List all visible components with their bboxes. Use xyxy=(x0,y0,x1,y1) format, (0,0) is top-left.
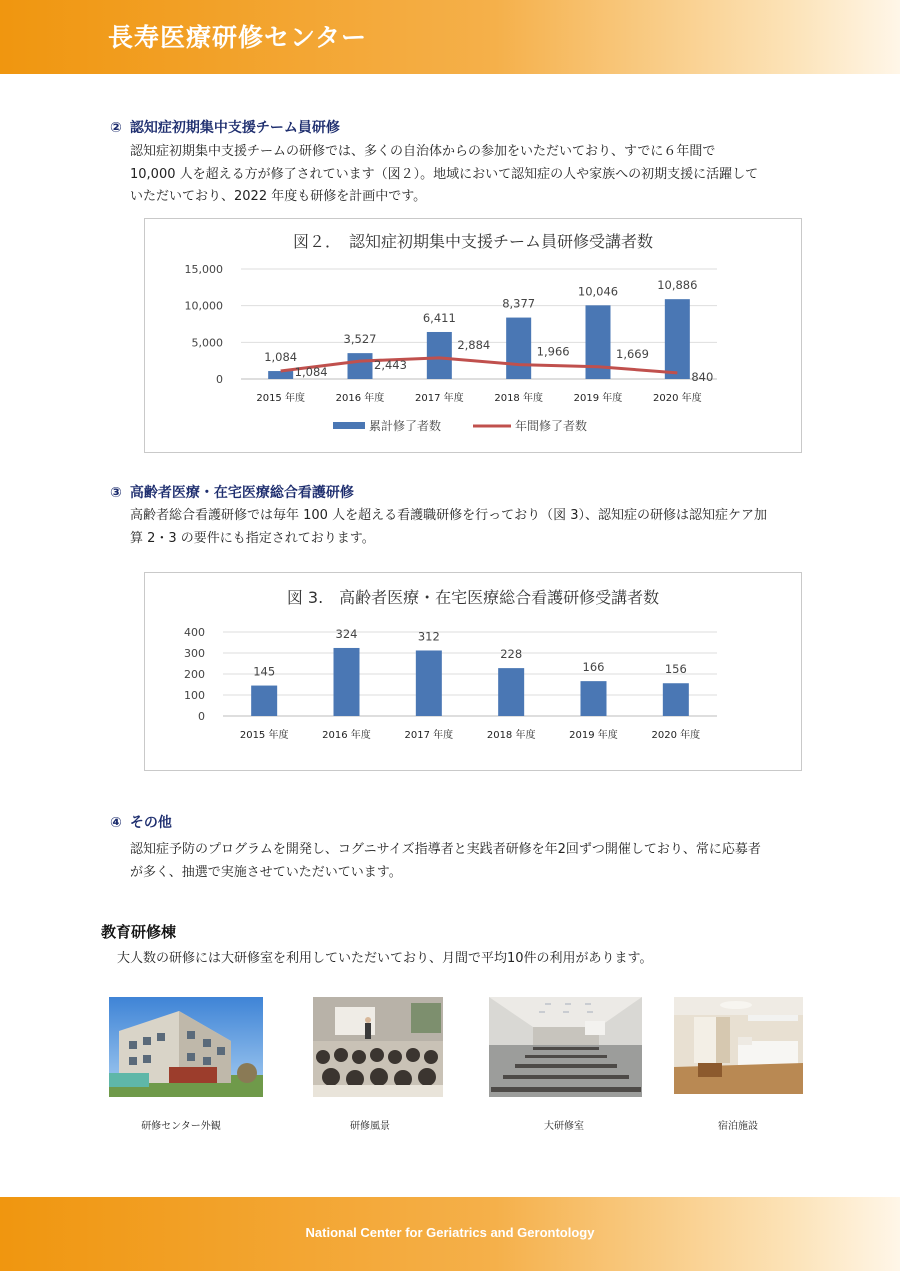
bar-data-label: 228 xyxy=(500,647,523,662)
paragraph-line: が多く、抽選で実施させていただいています。 xyxy=(130,864,402,880)
photo-caption: 研修センター外観 xyxy=(141,1121,221,1132)
large-room-photo xyxy=(489,997,642,1097)
photo-caption: 宿泊施設 xyxy=(718,1121,758,1132)
x-tick-label: 2016 年度 xyxy=(335,393,385,404)
line-data-label: 1,966 xyxy=(536,344,570,359)
bar-data-label: 10,046 xyxy=(577,284,619,299)
section-4-paragraph xyxy=(130,839,820,884)
bar-data-label: 1,084 xyxy=(264,350,298,365)
bar xyxy=(348,353,373,379)
photo-caption: 研修風景 xyxy=(350,1121,390,1132)
figure-2-chart xyxy=(144,218,802,453)
bar xyxy=(334,648,360,716)
bar xyxy=(268,371,293,379)
x-tick-label: 2020 年度 xyxy=(653,393,702,404)
section-2-heading xyxy=(110,117,340,137)
x-tick-label: 2016 年度 xyxy=(322,730,371,741)
section-2-title: 認知症初期集中支援チーム員研修 xyxy=(129,120,340,136)
bar-data-label: 8,377 xyxy=(502,296,536,311)
paragraph-line: いただいており、2022 年度も研修を計画中です。 xyxy=(130,189,427,204)
figure-2-title: 図２． 認知症初期集中支援チーム員研修受講者数 xyxy=(292,232,653,251)
y-tick-label: 10,000 xyxy=(184,299,223,313)
legend-swatch-bar xyxy=(333,422,365,429)
y-tick-label: 0 xyxy=(216,373,223,386)
section-3-title: 高齢者医療・在宅医療総合看護研修 xyxy=(129,485,354,501)
x-tick-label: 2018 年度 xyxy=(494,393,543,404)
figure-3-plot xyxy=(145,573,801,770)
bar-data-label: 145 xyxy=(253,664,276,679)
paragraph-line: 算 2・3 の要件にも指定されております。 xyxy=(130,530,375,546)
y-tick-label: 15,000 xyxy=(184,263,223,276)
figure-3-chart xyxy=(144,572,802,771)
x-tick-label: 2015 年度 xyxy=(256,393,305,404)
figure-2-plot xyxy=(145,219,801,452)
section-3-paragraph xyxy=(130,505,820,550)
bar-data-label: 6,411 xyxy=(422,310,456,325)
x-tick-label: 2019 年度 xyxy=(573,393,623,404)
y-tick-label: 300 xyxy=(184,647,205,660)
bar xyxy=(663,683,689,716)
training-building-heading: 教育研修棟 xyxy=(101,923,177,941)
bar-data-label: 324 xyxy=(335,626,358,641)
bar xyxy=(251,686,277,716)
y-tick-label: 5,000 xyxy=(191,336,223,350)
training-scene-photo xyxy=(313,997,443,1097)
section-4-title: その他 xyxy=(129,815,172,831)
section-3-heading xyxy=(110,482,354,502)
x-tick-label: 2015 年度 xyxy=(239,730,289,741)
bar xyxy=(427,332,452,379)
x-tick-label: 2017 年度 xyxy=(404,730,454,741)
x-tick-label: 2018 年度 xyxy=(486,730,536,741)
section-2-paragraph xyxy=(130,141,820,209)
bar xyxy=(581,681,607,716)
section-3-number: ③ xyxy=(110,485,122,501)
paragraph-line: 認知症予防のプログラムを開発し、コグニサイズ指導者と実践者研修を年2回ずつ開催しており、常に応募者 xyxy=(130,842,761,857)
y-tick-label: 200 xyxy=(184,668,205,681)
section-4-heading xyxy=(110,812,172,832)
x-tick-label: 2019 年度 xyxy=(569,730,618,741)
line-data-label: 2,443 xyxy=(374,358,407,373)
y-tick-label: 0 xyxy=(198,710,205,723)
accommodation-photo xyxy=(674,997,803,1094)
line-data-label: 840 xyxy=(691,369,714,384)
training-building-text: 大人数の研修には大研修室を利用していただいており、月間で平均10件の利用があります。 xyxy=(117,951,653,966)
section-4-number: ④ xyxy=(110,815,122,831)
page-footer xyxy=(0,1197,900,1271)
bar xyxy=(498,668,524,716)
bar-data-label: 3,527 xyxy=(343,332,377,347)
page-title: 長寿医療研修センター xyxy=(108,23,368,52)
bar-data-label: 312 xyxy=(417,629,440,644)
x-tick-label: 2017 年度 xyxy=(415,393,464,404)
bar xyxy=(506,318,531,379)
section-2-number: ② xyxy=(110,120,122,136)
footer-text: National Center for Geriatrics and Gerontology xyxy=(305,1225,595,1240)
bar xyxy=(665,299,690,379)
line-data-label: 1,084 xyxy=(294,365,328,380)
paragraph-line: 認知症初期集中支援チームの研修では、多くの自治体からの参加をいただいており、すでに６年間で xyxy=(130,144,716,159)
y-tick-label: 100 xyxy=(184,689,205,702)
y-tick-label: 400 xyxy=(184,626,205,639)
building-exterior-photo xyxy=(109,997,263,1097)
legend-label: 累計修了者数 xyxy=(369,419,442,433)
bar-data-label: 156 xyxy=(664,662,687,677)
paragraph-line: 10,000 人を超える方が修了されています（図２）。地域において認知症の人や家族への初期支援に活躍して xyxy=(130,166,759,182)
figure-3-title: 図 3. 高齢者医療・在宅医療総合看護研修受講者数 xyxy=(286,588,660,607)
paragraph-line: 高齢者総合看護研修では毎年 100 人を超える看護職研修を行っており（図 3）、認知症の研修は認知症ケア加 xyxy=(130,508,767,523)
bar-data-label: 166 xyxy=(582,660,605,675)
bar xyxy=(416,650,442,716)
line-data-label: 2,884 xyxy=(457,337,491,352)
line-data-label: 1,669 xyxy=(616,346,649,361)
legend-label: 年間修了者数 xyxy=(515,419,588,433)
bar-data-label: 10,886 xyxy=(657,278,698,293)
photo-caption: 大研修室 xyxy=(544,1121,584,1132)
x-tick-label: 2020 年度 xyxy=(651,730,701,741)
page-header xyxy=(0,0,900,74)
